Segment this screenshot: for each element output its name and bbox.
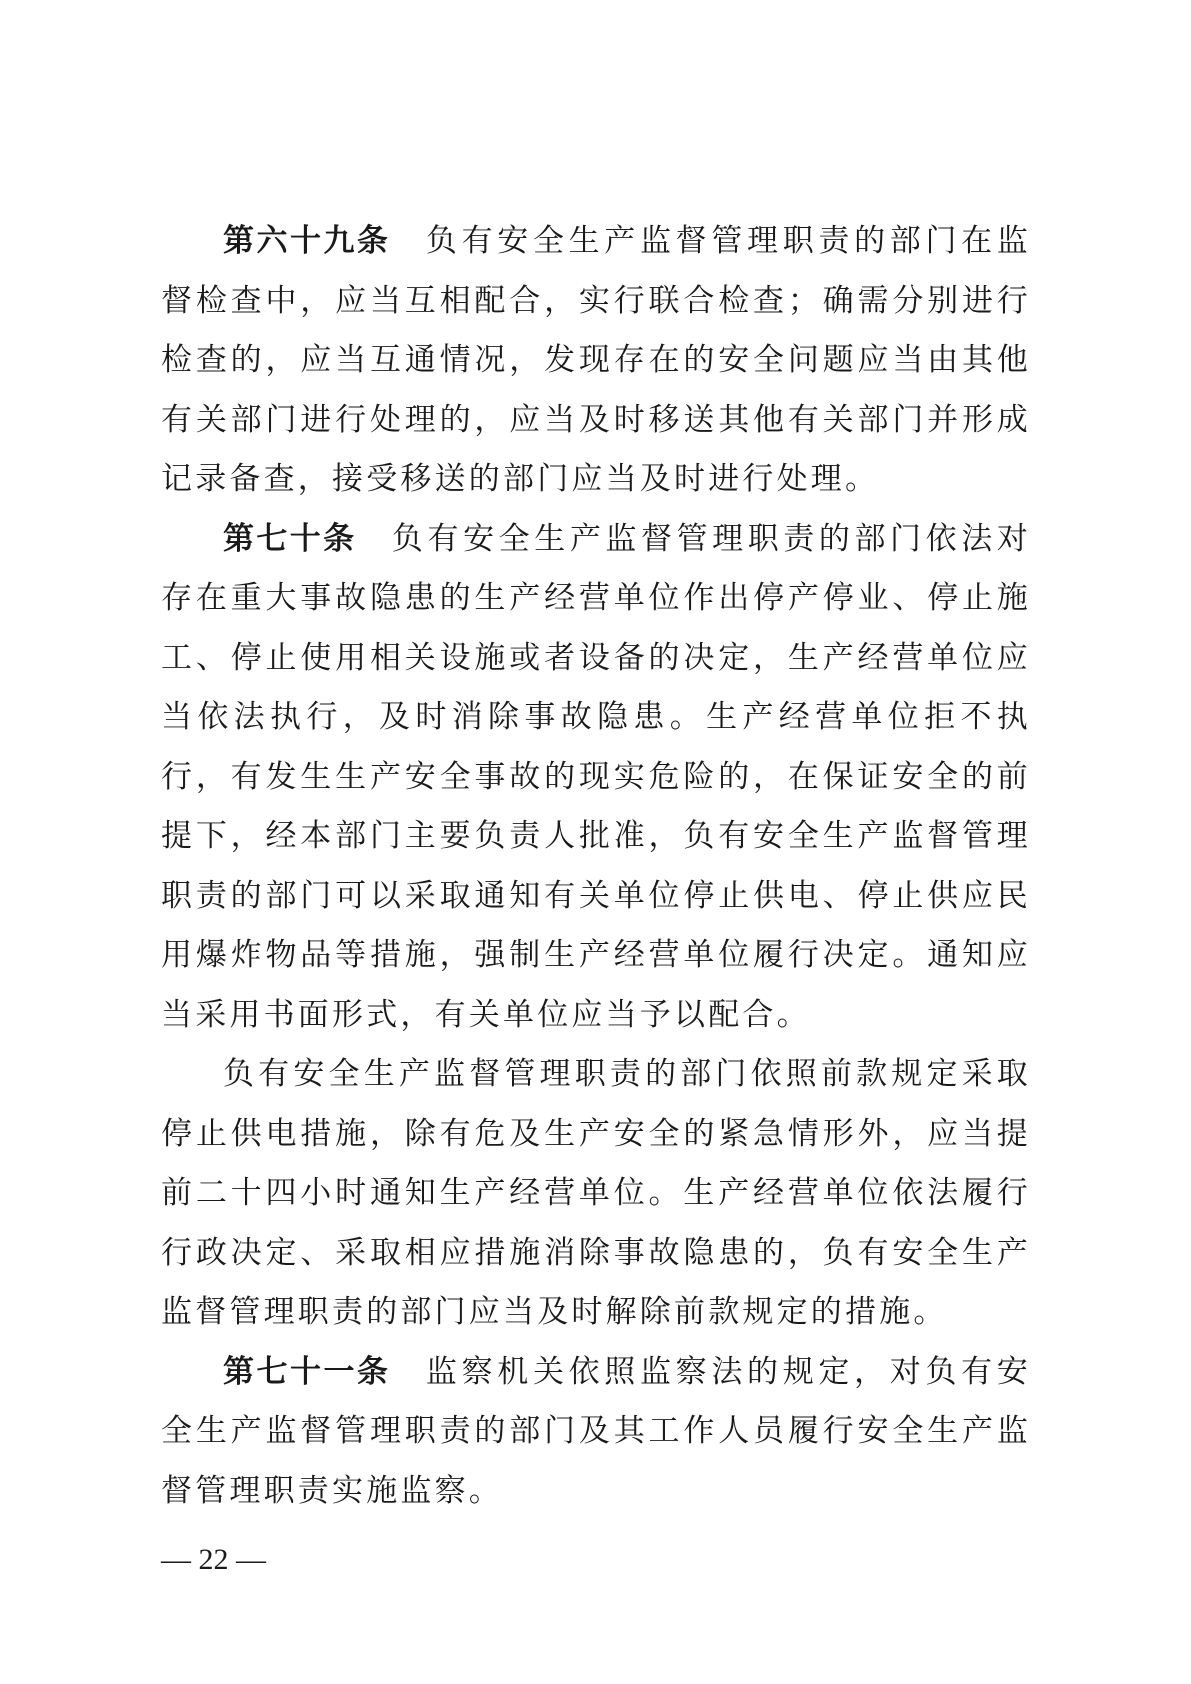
- article-70-second-text: 负有安全生产监督管理职责的部门依照前款规定采取停止供电措施，除有危及生产安全的紧急情形外，应当提前二十四小时通知生产经营单位。生产经营单位依法履行行政决定、采取相应措施消除事故隐患的，负有安全生产监督管理职责的部门应当及时解除前款规定的措施。: [161, 1056, 1031, 1330]
- article-71-text: 监察机关依照监察法的规定，对负有安全生产监督管理职责的部门及其工作人员履行安全生产监督管理职责实施监察。: [161, 1353, 1032, 1509]
- article-69-text: 负有安全生产监督管理职责的部门在监督检查中，应当互相配合，实行联合检查；确需分别进行检查的，应当互通情况，发现存在的安全问题应当由其他有关部门进行处理的，应当及时移送其他有关部门并形成记录备查，接受移送的部门应当及时进行处理。: [161, 223, 1032, 497]
- article-70-number: 第七十条: [223, 520, 357, 557]
- article-71-paragraph: [161, 1343, 1031, 1522]
- page-number: — 22 —: [161, 1543, 266, 1576]
- article-71-number: 第七十一条: [223, 1353, 391, 1390]
- article-70-text: 负有安全生产监督管理职责的部门依法对存在重大事故隐患的生产经营单位作出停产停业、停止施工、停止使用相关设施或者设备的决定，生产经营单位应当依法执行，及时消除事故隐患。生产经营单位拒不执行，有发生生产安全事故的现实危险的，在保证安全的前提下，经本部门主要负责人批准，负有安全生产监督管理职责的部门可以采取通知有关单位停止供电、停止供应民用爆炸物品等措施，强制生产经营单位履行决定。通知应当采用书面形式，有关单位应当予以配合。: [161, 520, 1031, 1033]
- article-69-paragraph: [161, 212, 1031, 510]
- article-69-number: 第六十九条: [223, 223, 391, 259]
- article-70-second-paragraph: [161, 1045, 1031, 1343]
- article-70-paragraph: [161, 510, 1031, 1046]
- document-body: [161, 212, 1031, 1521]
